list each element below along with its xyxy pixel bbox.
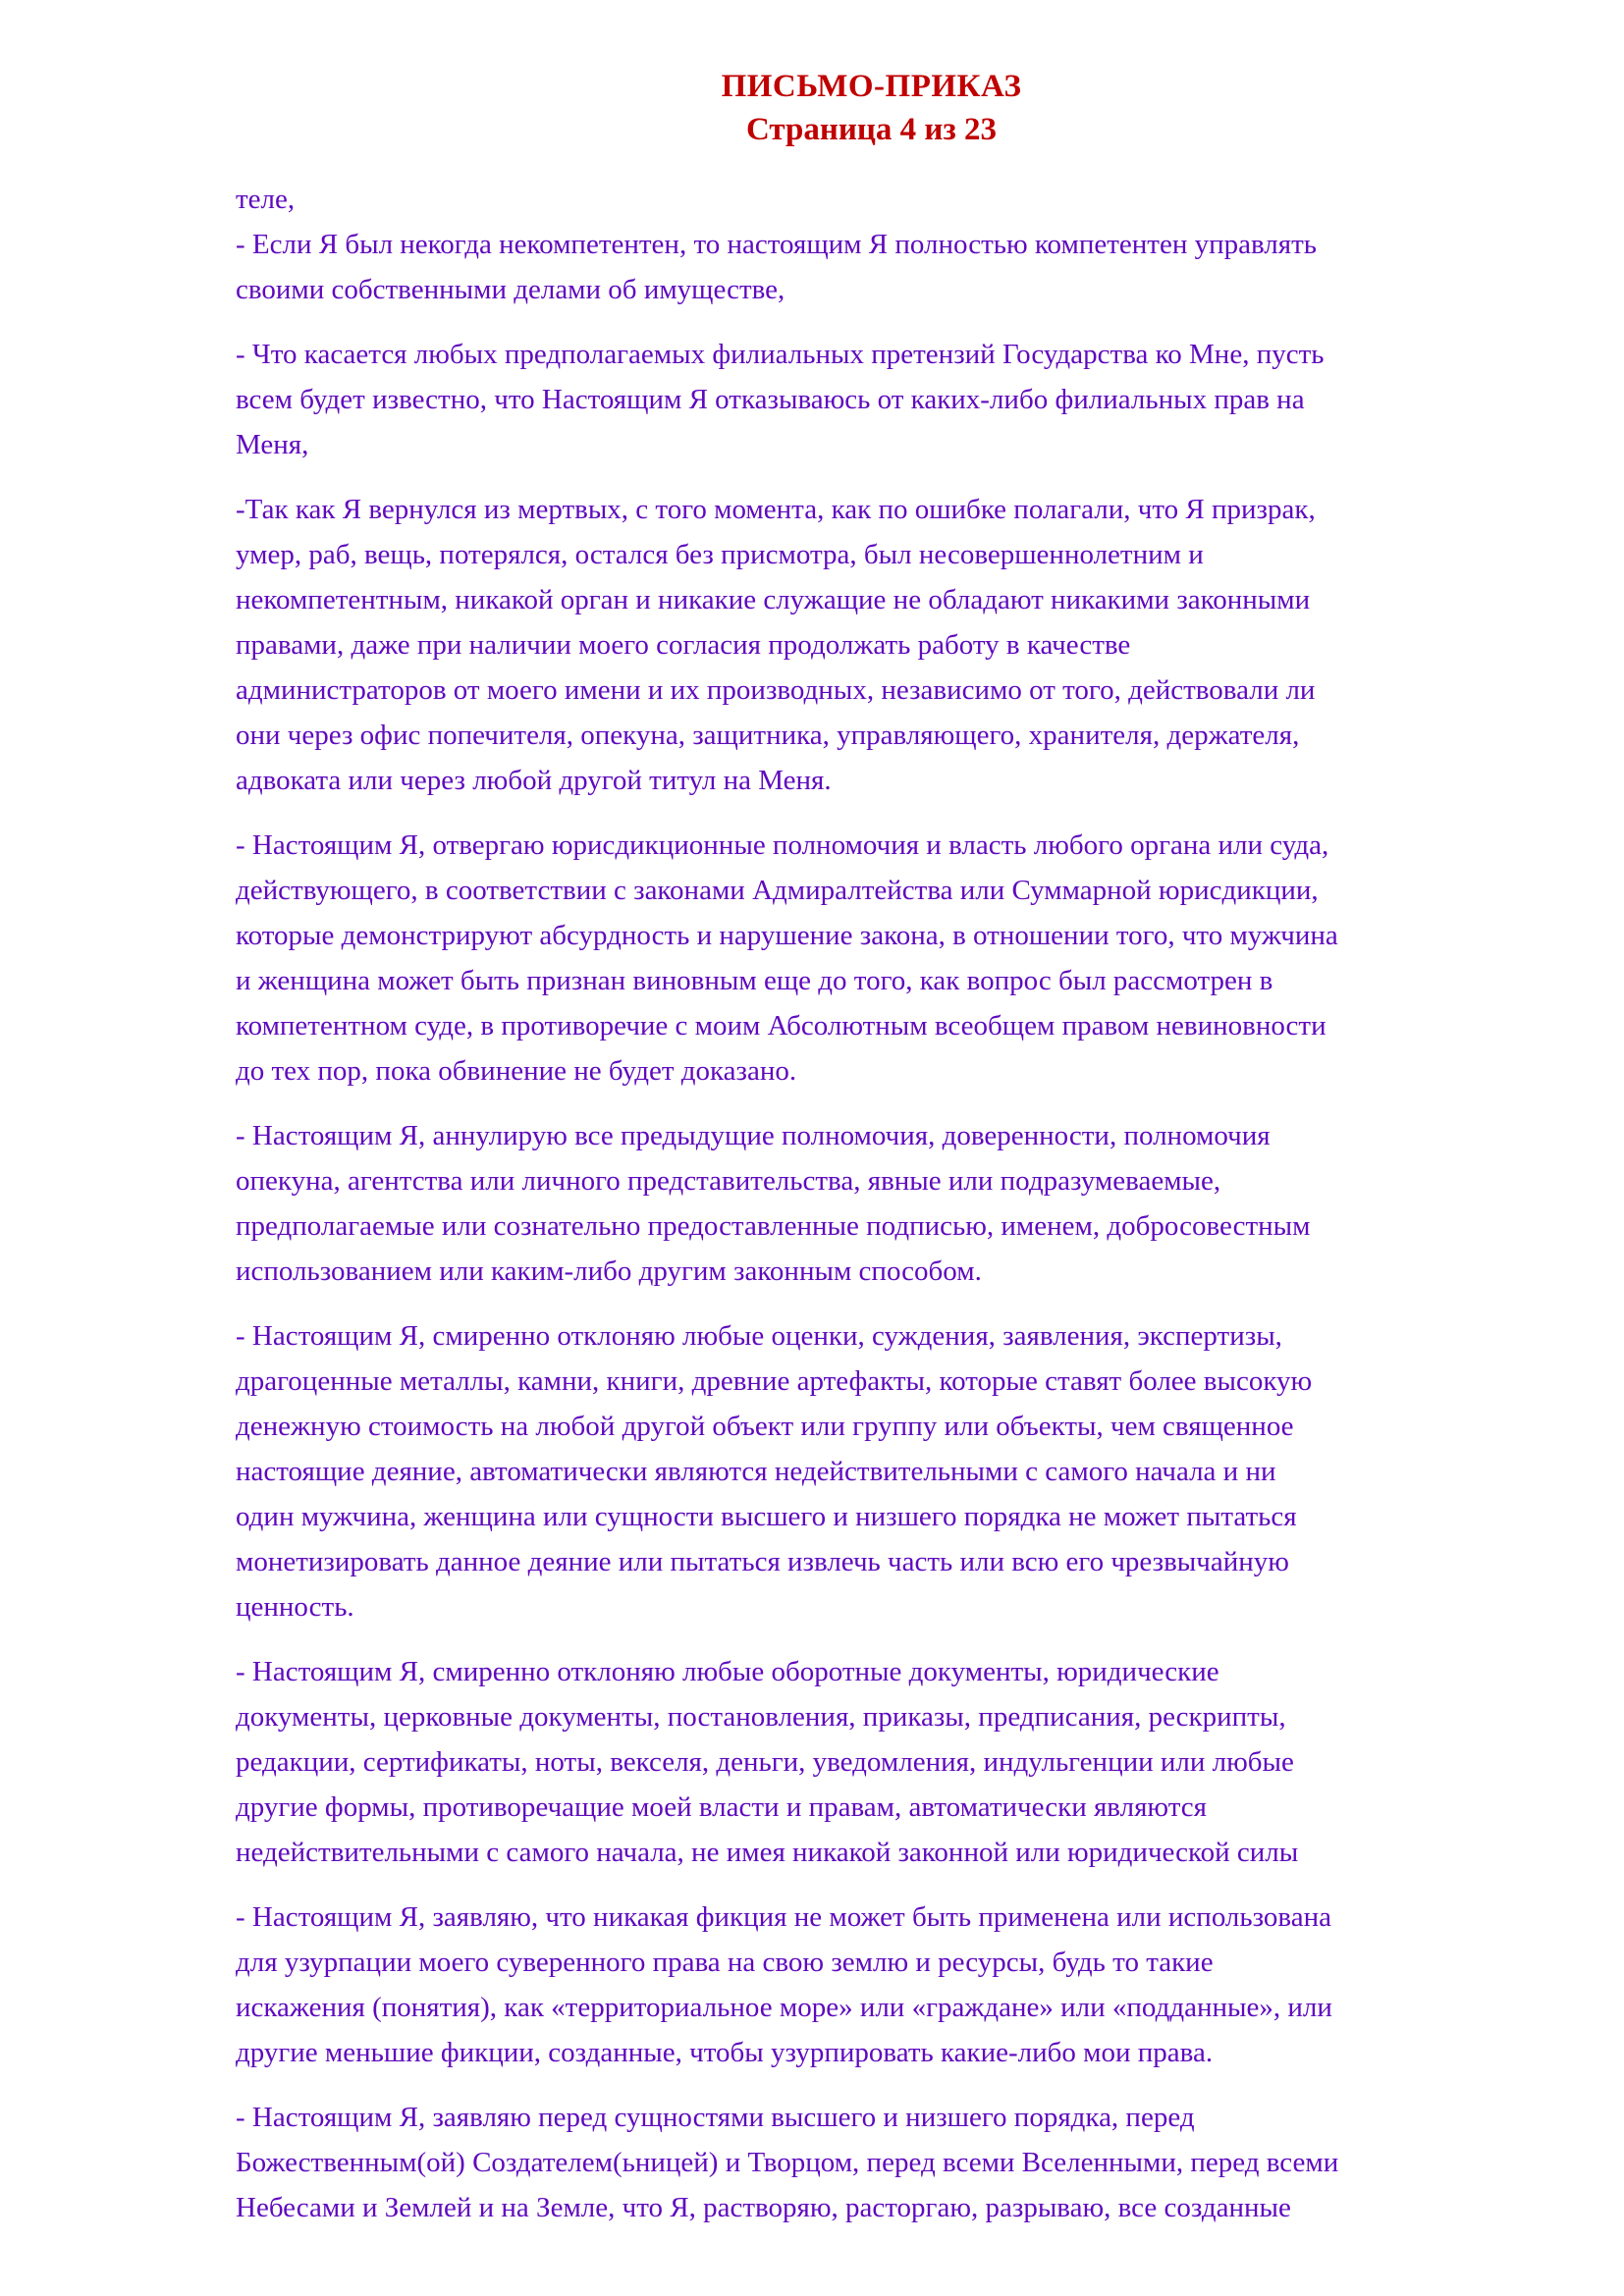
text-line: монетизировать данное деяние или пытаться извлечь часть или всю его чрезвычайную: [236, 1546, 1289, 1577]
paragraph: [236, 487, 1507, 803]
text-line: - Настоящим Я, заявляю перед сущностями высшего и низшего порядка, перед: [236, 2102, 1195, 2133]
text-line: один мужчина, женщина или сущности высшего и низшего порядка не может пытаться: [236, 1501, 1297, 1532]
text-line: правами, даже при наличии моего согласия продолжать работу в качестве: [236, 629, 1131, 661]
text-line: недействительными с самого начала, не имея никакой законной или юридической силы: [236, 1837, 1299, 1868]
text-line: своими собственными делами об имуществе,: [236, 274, 785, 305]
text-line: использованием или каким-либо другим законным способом.: [236, 1255, 982, 1287]
text-line: искажения (понятия), как «территориальное море» или «граждане» или «подданные», или: [236, 1992, 1332, 2023]
text-line: Меня,: [236, 429, 309, 460]
text-line: - Настоящим Я, заявляю, что никакая фикция не может быть применена или использована: [236, 1901, 1331, 1933]
text-line: действующего, в соответствии с законами Адмиралтейства или Суммарной юрисдикции,: [236, 875, 1319, 906]
text-line: драгоценные металлы, камни, книги, древние артефакты, которые ставят более высокую: [236, 1365, 1313, 1397]
text-line: - Настоящим Я, смиренно отклоняю любые оборотные документы, юридические: [236, 1656, 1219, 1687]
text-line: - Настоящим Я, смиренно отклоняю любые оценки, суждения, заявления, экспертизы,: [236, 1320, 1282, 1352]
text-line: настоящие деяние, автоматически являются недействительными с самого начала и ни: [236, 1456, 1276, 1487]
paragraph: [236, 823, 1507, 1094]
text-line: ценность.: [236, 1591, 354, 1623]
paragraph: [236, 177, 1507, 312]
page-indicator: Страница 4 из 23: [746, 112, 997, 147]
text-line: документы, церковные документы, постановления, приказы, предписания, рескрипты,: [236, 1701, 1286, 1733]
text-line: некомпетентным, никакой орган и никакие служащие не обладают никакими законными: [236, 584, 1311, 615]
text-line: компетентном суде, в противоречие с моим Абсолютным всеобщем правом невиновности: [236, 1010, 1326, 1041]
text-line: умер, раб, вещь, потерялся, остался без присмотра, был несовершеннолетним и: [236, 539, 1204, 570]
text-line: адвоката или через любой другой титул на Меня.: [236, 765, 832, 796]
text-line: которые демонстрируют абсурдность и нарушение закона, в отношении того, что мужчина: [236, 920, 1338, 951]
text-line: денежную стоимость на любой другой объект или группу или объекты, чем священное: [236, 1411, 1294, 1442]
paragraph: [236, 1895, 1507, 2075]
text-line: - Настоящим Я, аннулирую все предыдущие полномочия, доверенности, полномочия: [236, 1120, 1271, 1151]
text-line: для узурпации моего суверенного права на свою землю и ресурсы, будь то такие: [236, 1947, 1214, 1978]
document-body: [236, 177, 1507, 2230]
text-line: теле,: [236, 184, 296, 215]
paragraph: [236, 332, 1507, 467]
text-line: - Что касается любых предполагаемых филиальных претензий Государства ко Мне, пусть: [236, 339, 1325, 370]
text-line: -Так как Я вернулся из мертвых, с того момента, как по ошибке полагали, что Я призрак,: [236, 494, 1316, 525]
paragraph: [236, 1313, 1507, 1629]
text-line: до тех пор, пока обвинение не будет доказано.: [236, 1055, 797, 1087]
text-line: редакции, сертификаты, ноты, векселя, деньги, уведомления, индульгенции или любые: [236, 1746, 1294, 1778]
text-line: они через офис попечителя, опекуна, защитника, управляющего, хранителя, держателя,: [236, 720, 1300, 751]
paragraph: [236, 1113, 1507, 1294]
text-line: другие меньшие фикции, созданные, чтобы узурпировать какие-либо мои права.: [236, 2037, 1214, 2068]
text-line: - Если Я был некогда некомпетентен, то настоящим Я полностью компетентен управлять: [236, 229, 1318, 260]
document-title: ПИСЬМО-ПРИКАЗ: [721, 69, 1022, 104]
text-line: - Настоящим Я, отвергаю юрисдикционные полномочия и власть любого органа или суда,: [236, 829, 1329, 861]
text-line: и женщина может быть признан виновным еще до того, как вопрос был рассмотрен в: [236, 965, 1273, 996]
paragraph: [236, 1649, 1507, 1875]
text-line: опекуна, агентства или личного представительства, явные или подразумеваемые,: [236, 1165, 1221, 1197]
text-line: Божественным(ой) Создателем(ьницей) и Творцом, перед всеми Вселенными, перед всеми: [236, 2147, 1339, 2178]
text-line: всем будет известно, что Настоящим Я отказываюсь от каких-либо филиальных прав на: [236, 384, 1305, 415]
document-header: [236, 65, 1507, 151]
text-line: Небесами и Землей и на Земле, что Я, растворяю, расторгаю, разрываю, все созданные: [236, 2192, 1291, 2223]
text-line: предполагаемые или сознательно предоставленные подписью, именем, добросовестным: [236, 1210, 1311, 1242]
text-line: администраторов от моего имени и их производных, независимо от того, действовали ли: [236, 674, 1316, 706]
paragraph: [236, 2095, 1507, 2230]
text-line: другие формы, противоречащие моей власти и правам, автоматически являются: [236, 1791, 1207, 1823]
